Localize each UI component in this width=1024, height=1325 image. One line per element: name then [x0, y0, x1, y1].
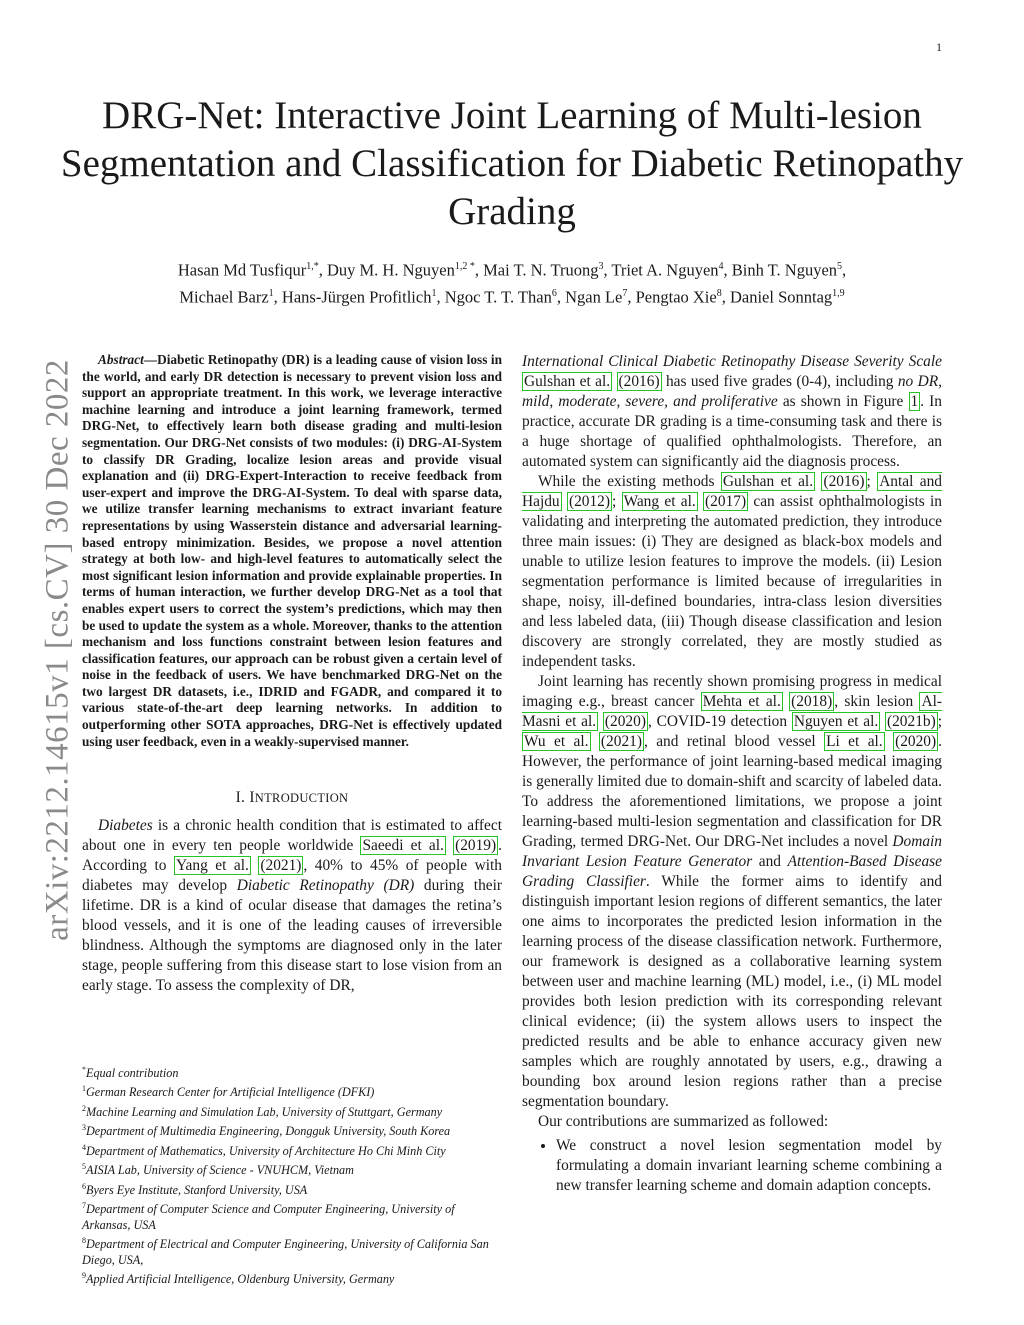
left-column	[82, 352, 502, 996]
right-column	[522, 352, 942, 1196]
author: Binh T. Nguyen	[731, 260, 838, 280]
author: Hasan Md Tusfiqur	[177, 260, 307, 280]
citation-year-link[interactable]: (2021b)	[886, 713, 936, 730]
intro-paragraph-4: Our contributions are summarized as followed:	[538, 1113, 829, 1130]
citation-link[interactable]: Nguyen et al.	[793, 713, 879, 730]
page-number: 1	[936, 40, 942, 54]
footnote: $^4$Department of Mathematics, University of Architecture Ho Chi Minh City	[82, 1142, 446, 1158]
footnote: $^8$Department of Electrical and Computer Engineering, University of California San Diego, USA,	[82, 1236, 489, 1267]
contribution-list	[522, 1136, 942, 1196]
citation-link[interactable]: Saeedi et al.	[362, 837, 444, 855]
citation-link[interactable]: Gulshan et al.	[722, 473, 814, 490]
author: Duy M. H. Nguyen	[326, 260, 455, 280]
citation-year-link[interactable]: (2020)	[604, 713, 646, 730]
figure-link[interactable]: 1	[910, 393, 919, 410]
abstract-label: Abstract	[98, 352, 144, 367]
author: Michael Barz	[179, 287, 269, 306]
footnote: $^1$German Research Center for Artificial Intelligence (DFKI)	[82, 1084, 375, 1100]
author: Hans-Jürgen Profitlich	[281, 287, 432, 306]
footnote: $^7$Department of Computer Science and Computer Engineering, University of Arkansas, USA	[82, 1201, 455, 1232]
author: Pengtao Xie	[635, 287, 717, 306]
footnote: $^2$Machine Learning and Simulation Lab, University of Stuttgart, Germany	[82, 1103, 443, 1119]
citation-link[interactable]: Al-Masni et al.	[522, 693, 943, 730]
author: Daniel Sonntag	[729, 287, 833, 306]
footnote: $^9$Applied Artificial Intelligence, Oldenburg University, Germany	[82, 1271, 395, 1287]
paper-title: DRG-Net: Interactive Joint Learning of Multi-lesion Segmentation and Classification for Diabetic Retinopathy Grading	[60, 94, 964, 233]
footnotes	[82, 1062, 502, 1288]
footnote: $^3$Department of Multimedia Engineering, Dongguk University, South Korea	[82, 1123, 451, 1139]
citation-year-link[interactable]: (2016)	[618, 373, 660, 390]
citation-year-link[interactable]: (2016)	[823, 473, 865, 490]
citation-year-link[interactable]: (2018)	[791, 693, 833, 710]
intro-paragraph-2: While the existing methods Gulshan et al. (2016) ; Antal and Hajdu (2012) ; Wang et al. (2017) can assist ophthalmologists in validating and interpreting the automated prediction, they introduce three main issues: (i) They are designed as black-box models and unable to utilize lesion features to improve the models. (ii) Lesion segmentation performance is limited because of irregularities in shape, noisy, ill-defined boundaries, intra-class lesion diversities and less labeled data, (iii) Though disease classification and lesion discovery are strongly correlated, they are mostly studied as independent tasks.	[522, 473, 943, 670]
citation-year-link[interactable]: (2020)	[895, 733, 937, 750]
intro-paragraph-1: Diabetes is a chronic health condition that is estimated to affect about one in every ten people worldwide Saeedi et al. (2019) . According to Yang et al. (2021) , 40% to 45% of people with diabetes may develop Diabetic Retinopathy (DR) during their lifetime. DR is a kind of ocular disease that damages the retina’s blood vessels, and it is one of the leading causes of irreversible blindness. Although the symptoms are diagnosed only in the later stage, people suffering from this disease start to lose vision from an early stage. To assess the complexity of DR,	[82, 817, 502, 995]
author-list: Hasan Md Tusfiqur$^{1,*}$, Duy M. H. Nguyen$^{1,2 *}$, Mai T. N. Truong$^3$, Triet A. Nguyen$^4$, Binh T. Nguyen$^5$, Michael Barz$^1$, Hans-Jürgen Profitlich$^1$, Ngoc T. T. Than$^6$, Ngan Le$^7$, Pengtao Xie$^8$, Daniel Sonntag$^{1,9}$	[177, 260, 847, 306]
citation-link[interactable]: Mehta et al.	[702, 693, 781, 710]
citation-link[interactable]: Antal and Hajdu	[522, 473, 943, 510]
footnote: *Equal contribution	[82, 1065, 179, 1081]
footnote: $^6$Byers Eye Institute, Stanford University, USA	[82, 1181, 308, 1197]
citation-link[interactable]: Wu et al.	[524, 733, 589, 750]
intro-paragraph-3: Joint learning has recently shown promising progress in medical imaging e.g., breast cancer Mehta et al. (2018) , skin lesion Al-Masni et al. (2020) , COVID-19 detection Nguyen et al. (2021b) ; Wu et al. (2021) , and retinal blood vessel Li et al. (2020) . However, the performance of joint learning-based medical imaging is generally limited due to domain-shift and scarcity of labeled data. To address the aforementioned limitations, we propose a joint learning-based multi-lesion segmentation and classification for DR Grading, termed DRG-Net. Our DRG-Net includes a novel Domain Invariant Lesion Feature Generator and Attention-Based Disease Grading Classifier. While the former aims to identify and distinguish important lesion regions of different semantics, the later one aims to incorporates the predicted lesion information in the learning process of the disease classification network. Furthermore, our framework is designed as a collaborative learning system between user and machine learning (ML) model, i.e., (i) ML model provides both lesion prediction with its corresponding relevant clinical evidence; (ii) the system allows users to inspect the predicted results and be able to enhance accuracy given new samples which are roughly annotated by users, e.g., drawing a bounding box around lesion regions rather than a precise segmentation boundary.	[522, 673, 943, 1110]
intro-paragraph-1-continued: International Clinical Diabetic Retinopathy Disease Severity Scale Gulshan et al. (2016) has used five grades (0-4), including no DR, mild, moderate, severe, and proliferative as shown in Figure 1 . In practice, accurate DR grading is a time-consuming task and there is a huge shortage of qualified ophthalmologists. Therefore, an automated system can significantly aid the diagnosis process.	[522, 353, 942, 470]
citation-link[interactable]: Li et al.	[826, 733, 883, 750]
citation-year-link[interactable]: (2021)	[260, 857, 302, 875]
citation-year-link[interactable]: (2021)	[600, 733, 642, 750]
citation-year-link[interactable]: (2012)	[568, 493, 610, 510]
citation-link[interactable]: Yang et al.	[175, 857, 249, 875]
list-item: • We construct a novel lesion segmentation model by formulating a domain invariant learning scheme combining a new transfer learning scheme and domain adaption concepts.	[556, 1136, 942, 1196]
arxiv-stamp: arXiv:2212.14615v1 [cs.CV] 30 Dec 2022	[39, 359, 76, 941]
author: Triet A. Nguyen	[611, 260, 719, 280]
citation-year-link[interactable]: (2017)	[705, 493, 747, 510]
footnote: $^5$AISIA Lab, University of Science - VNUHCM, Vietnam	[82, 1162, 354, 1178]
citation-link[interactable]: Gulshan et al.	[524, 373, 611, 390]
citation-year-link[interactable]: (2019)	[455, 837, 497, 855]
author: Mai T. N. Truong	[483, 260, 599, 280]
abstract: Abstract—Diabetic Retinopathy (DR) is a leading cause of vision loss in the world, and early DR detection is necessary to prevent vision loss and support an appropriate treatment. In this work, we leverage interactive machine learning and introduce a joint learning framework, termed DRG-Net, to effectively learn both disease grading and multi-lesion segmentation. Our DRG-Net consists of two modules: (i) DRG-AI-System to classify DR Grading, localize lesion areas and provide visual explanation and (ii) DRG-Expert-Interaction to receive feedback from user-expert and improve the DRG-AI-System. To deal with sparse data, we utilize transfer learning mechanisms to extract invariant feature representations by using Wasserstein distance and adversarial learning-based entropy minimization. Besides, we propose a novel attention strategy at both low- and high-level features to automatically select the most significant lesion information and provide explainable properties. In terms of human interaction, we further develop DRG-Net as a tool that enables expert users to correct the system’s predictions, which may then be used to update the system as a whole. Moreover, thanks to the attention mechanism and loss functions constraint between lesion features and classification features, our approach can be robust given a certain level of noise in the feedback of users. We have benchmarked DRG-Net on the two largest DR datasets, i.e., IDRID and FGADR, and compared it to various state-of-the-art deep learning networks. In addition to outperforming other SOTA approaches, DRG-Net is effectively updated using user feedback, even in a weakly-supervised manner.	[82, 352, 502, 749]
section-heading-introduction: I. INTRODUCTION	[235, 789, 349, 807]
citation-link[interactable]: Wang et al.	[623, 493, 696, 510]
author: Ngan Le	[565, 287, 623, 306]
author: Ngoc T. T. Than	[444, 287, 552, 306]
